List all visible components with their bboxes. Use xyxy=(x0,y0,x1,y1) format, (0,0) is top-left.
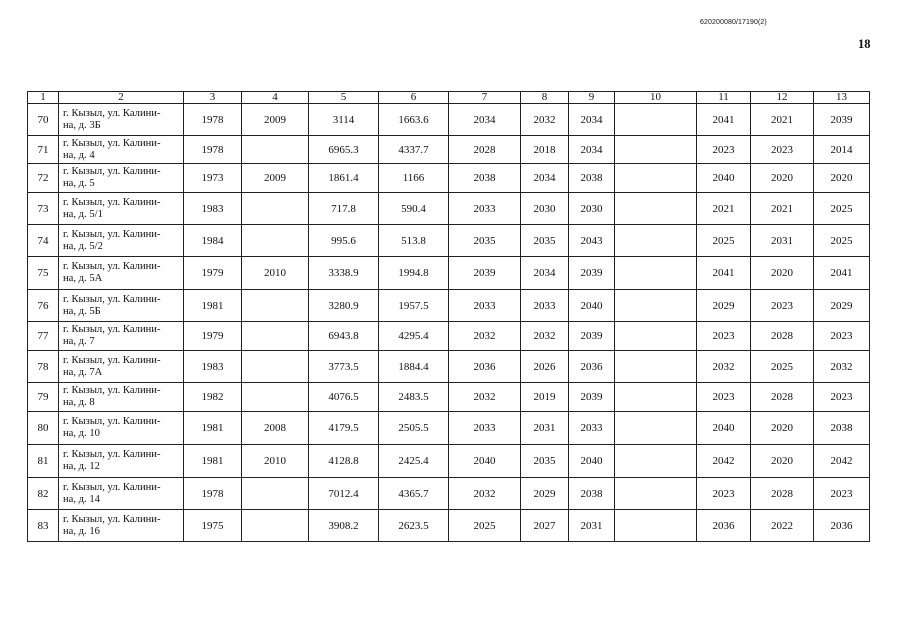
cell-col-4 xyxy=(242,351,309,383)
address-line-1: г. Кызыл, ул. Калини- xyxy=(63,513,161,525)
address-line-1: г. Кызыл, ул. Калини- xyxy=(63,137,161,149)
address-cell xyxy=(59,351,184,383)
cell-col-8: 2032 xyxy=(521,104,569,136)
cell-col-3: 1978 xyxy=(184,136,242,164)
table-row xyxy=(28,104,870,136)
cell-col-11: 2042 xyxy=(697,445,751,478)
row-number: 75 xyxy=(28,257,59,290)
cell-col-6: 1166 xyxy=(379,164,449,193)
cell-col-5: 4179.5 xyxy=(309,412,379,445)
column-header: 6 xyxy=(379,92,449,104)
cell-col-13: 2014 xyxy=(814,136,870,164)
address-line-2: на, д. 8 xyxy=(63,397,95,408)
column-header: 4 xyxy=(242,92,309,104)
address-line-1: г. Кызыл, ул. Калини- xyxy=(63,261,161,272)
address-line-1: г. Кызыл, ул. Калини- xyxy=(63,416,161,427)
cell-col-11: 2041 xyxy=(697,257,751,290)
cell-col-8: 2029 xyxy=(521,478,569,510)
cell-col-3: 1979 xyxy=(184,257,242,290)
row-number: 80 xyxy=(28,412,59,445)
cell-col-9: 2039 xyxy=(569,257,615,290)
address-line-2: на, д. 5/1 xyxy=(63,208,103,220)
cell-col-8: 2035 xyxy=(521,445,569,478)
column-header: 12 xyxy=(751,92,814,104)
cell-col-9: 2034 xyxy=(569,136,615,164)
row-number: 74 xyxy=(28,225,59,257)
cell-col-13: 2041 xyxy=(814,257,870,290)
cell-col-13: 2023 xyxy=(814,478,870,510)
cell-col-3: 1982 xyxy=(184,383,242,412)
table-row xyxy=(28,193,870,225)
cell-col-10 xyxy=(615,412,697,445)
cell-col-7: 2032 xyxy=(449,383,521,412)
column-header: 3 xyxy=(184,92,242,104)
table-row xyxy=(28,257,870,290)
cell-col-10 xyxy=(615,104,697,136)
address-line-1: г. Кызыл, ул. Калини- xyxy=(63,354,161,366)
address-line-2: на, д. 5Б xyxy=(63,305,101,317)
address-line-2: на, д. 7А xyxy=(63,366,103,378)
cell-col-7: 2039 xyxy=(449,257,521,290)
cell-col-6: 1957.5 xyxy=(379,290,449,322)
cell-col-9: 2038 xyxy=(569,478,615,510)
cell-col-10 xyxy=(615,478,697,510)
cell-col-4 xyxy=(242,225,309,257)
cell-col-4 xyxy=(242,510,309,542)
cell-col-7: 2033 xyxy=(449,193,521,225)
cell-col-7: 2025 xyxy=(449,510,521,542)
cell-col-5: 3280.9 xyxy=(309,290,379,322)
cell-col-10 xyxy=(615,225,697,257)
cell-col-12: 2028 xyxy=(751,478,814,510)
cell-col-7: 2032 xyxy=(449,322,521,351)
cell-col-12: 2020 xyxy=(751,445,814,478)
cell-col-10 xyxy=(615,445,697,478)
cell-col-8: 2034 xyxy=(521,164,569,193)
cell-col-7: 2032 xyxy=(449,478,521,510)
address-cell xyxy=(59,136,184,164)
table-row xyxy=(28,290,870,322)
address-line-2: на, д. 3Б xyxy=(63,119,101,131)
cell-col-7: 2033 xyxy=(449,412,521,445)
cell-col-12: 2021 xyxy=(751,193,814,225)
row-number: 82 xyxy=(28,478,59,510)
cell-col-9: 2034 xyxy=(569,104,615,136)
cell-col-13: 2039 xyxy=(814,104,870,136)
cell-col-12: 2020 xyxy=(751,257,814,290)
cell-col-9: 2033 xyxy=(569,412,615,445)
cell-col-8: 2031 xyxy=(521,412,569,445)
address-line-1: г. Кызыл, ул. Калини- xyxy=(63,293,161,305)
cell-col-5: 6965.3 xyxy=(309,136,379,164)
address-cell xyxy=(59,193,184,225)
cell-col-4 xyxy=(242,136,309,164)
column-header: 2 xyxy=(59,92,184,104)
column-header: 7 xyxy=(449,92,521,104)
cell-col-6: 4365.7 xyxy=(379,478,449,510)
address-line-1: г. Кызыл, ул. Калини- xyxy=(63,385,161,396)
cell-col-10 xyxy=(615,322,697,351)
table-row xyxy=(28,478,870,510)
column-header: 10 xyxy=(615,92,697,104)
table-row xyxy=(28,445,870,478)
cell-col-6: 4337.7 xyxy=(379,136,449,164)
cell-col-5: 1861.4 xyxy=(309,164,379,193)
cell-col-11: 2036 xyxy=(697,510,751,542)
cell-col-5: 995.6 xyxy=(309,225,379,257)
cell-col-3: 1984 xyxy=(184,225,242,257)
address-line-1: г. Кызыл, ул. Калини- xyxy=(63,196,161,208)
address-cell xyxy=(59,290,184,322)
cell-col-13: 2023 xyxy=(814,383,870,412)
row-number: 76 xyxy=(28,290,59,322)
address-cell xyxy=(59,510,184,542)
header-row xyxy=(28,92,870,104)
cell-col-3: 1983 xyxy=(184,351,242,383)
cell-col-13: 2025 xyxy=(814,193,870,225)
cell-col-9: 2039 xyxy=(569,322,615,351)
cell-col-6: 2505.5 xyxy=(379,412,449,445)
cell-col-8: 2032 xyxy=(521,322,569,351)
row-number: 72 xyxy=(28,164,59,193)
cell-col-5: 6943.8 xyxy=(309,322,379,351)
cell-col-4: 2009 xyxy=(242,164,309,193)
cell-col-8: 2018 xyxy=(521,136,569,164)
cell-col-9: 2040 xyxy=(569,445,615,478)
cell-col-7: 2034 xyxy=(449,104,521,136)
cell-col-12: 2021 xyxy=(751,104,814,136)
cell-col-13: 2032 xyxy=(814,351,870,383)
address-line-2: на, д. 5 xyxy=(63,178,95,189)
cell-col-11: 2021 xyxy=(697,193,751,225)
cell-col-6: 2623.5 xyxy=(379,510,449,542)
data-table xyxy=(27,91,870,542)
cell-col-13: 2036 xyxy=(814,510,870,542)
cell-col-7: 2033 xyxy=(449,290,521,322)
cell-col-4: 2010 xyxy=(242,445,309,478)
address-line-1: г. Кызыл, ул. Калини- xyxy=(63,449,161,460)
row-number: 70 xyxy=(28,104,59,136)
cell-col-3: 1979 xyxy=(184,322,242,351)
cell-col-5: 4076.5 xyxy=(309,383,379,412)
cell-col-12: 2028 xyxy=(751,322,814,351)
cell-col-8: 2035 xyxy=(521,225,569,257)
address-line-2: на, д. 14 xyxy=(63,493,100,505)
cell-col-10 xyxy=(615,290,697,322)
column-header: 11 xyxy=(697,92,751,104)
cell-col-13: 2023 xyxy=(814,322,870,351)
address-line-1: г. Кызыл, ул. Калини- xyxy=(63,166,161,177)
cell-col-10 xyxy=(615,164,697,193)
cell-col-4: 2010 xyxy=(242,257,309,290)
cell-col-12: 2022 xyxy=(751,510,814,542)
cell-col-8: 2033 xyxy=(521,290,569,322)
column-header: 8 xyxy=(521,92,569,104)
cell-col-6: 2425.4 xyxy=(379,445,449,478)
address-cell xyxy=(59,383,184,412)
address-cell xyxy=(59,412,184,445)
cell-col-9: 2036 xyxy=(569,351,615,383)
cell-col-12: 2023 xyxy=(751,136,814,164)
address-line-1: г. Кызыл, ул. Калини- xyxy=(63,228,161,240)
cell-col-3: 1975 xyxy=(184,510,242,542)
cell-col-8: 2026 xyxy=(521,351,569,383)
cell-col-7: 2040 xyxy=(449,445,521,478)
cell-col-8: 2019 xyxy=(521,383,569,412)
cell-col-3: 1981 xyxy=(184,412,242,445)
cell-col-4 xyxy=(242,193,309,225)
row-number: 79 xyxy=(28,383,59,412)
cell-col-3: 1978 xyxy=(184,478,242,510)
cell-col-10 xyxy=(615,383,697,412)
cell-col-11: 2040 xyxy=(697,164,751,193)
cell-col-11: 2025 xyxy=(697,225,751,257)
cell-col-13: 2020 xyxy=(814,164,870,193)
cell-col-9: 2038 xyxy=(569,164,615,193)
cell-col-11: 2023 xyxy=(697,322,751,351)
table-row xyxy=(28,510,870,542)
cell-col-3: 1983 xyxy=(184,193,242,225)
cell-col-10 xyxy=(615,136,697,164)
cell-col-9: 2031 xyxy=(569,510,615,542)
row-number: 83 xyxy=(28,510,59,542)
cell-col-5: 7012.4 xyxy=(309,478,379,510)
cell-col-4 xyxy=(242,290,309,322)
cell-col-12: 2025 xyxy=(751,351,814,383)
address-line-2: на, д. 4 xyxy=(63,149,95,161)
row-number: 81 xyxy=(28,445,59,478)
cell-col-5: 3908.2 xyxy=(309,510,379,542)
address-line-2: на, д. 16 xyxy=(63,525,100,537)
cell-col-11: 2023 xyxy=(697,383,751,412)
table-row xyxy=(28,164,870,193)
cell-col-9: 2030 xyxy=(569,193,615,225)
cell-col-5: 3114 xyxy=(309,104,379,136)
table-row xyxy=(28,383,870,412)
table-row xyxy=(28,136,870,164)
cell-col-3: 1978 xyxy=(184,104,242,136)
cell-col-10 xyxy=(615,351,697,383)
cell-col-7: 2035 xyxy=(449,225,521,257)
cell-col-4: 2008 xyxy=(242,412,309,445)
address-line-2: на, д. 12 xyxy=(63,461,100,472)
cell-col-6: 1884.4 xyxy=(379,351,449,383)
row-number: 78 xyxy=(28,351,59,383)
cell-col-7: 2038 xyxy=(449,164,521,193)
cell-col-11: 2041 xyxy=(697,104,751,136)
address-cell xyxy=(59,257,184,290)
address-line-2: на, д. 5/2 xyxy=(63,240,103,252)
cell-col-3: 1981 xyxy=(184,290,242,322)
address-cell xyxy=(59,225,184,257)
cell-col-10 xyxy=(615,193,697,225)
cell-col-7: 2028 xyxy=(449,136,521,164)
cell-col-3: 1981 xyxy=(184,445,242,478)
cell-col-13: 2025 xyxy=(814,225,870,257)
cell-col-5: 717.8 xyxy=(309,193,379,225)
address-cell xyxy=(59,445,184,478)
cell-col-11: 2032 xyxy=(697,351,751,383)
address-line-2: на, д. 5А xyxy=(63,273,103,284)
cell-col-11: 2023 xyxy=(697,478,751,510)
document-id: 620200080/17190(2) xyxy=(700,19,767,26)
cell-col-12: 2020 xyxy=(751,412,814,445)
cell-col-7: 2036 xyxy=(449,351,521,383)
cell-col-6: 513.8 xyxy=(379,225,449,257)
row-number: 71 xyxy=(28,136,59,164)
cell-col-6: 2483.5 xyxy=(379,383,449,412)
cell-col-5: 3338.9 xyxy=(309,257,379,290)
cell-col-11: 2023 xyxy=(697,136,751,164)
cell-col-5: 4128.8 xyxy=(309,445,379,478)
address-line-1: г. Кызыл, ул. Калини- xyxy=(63,324,161,335)
cell-col-9: 2039 xyxy=(569,383,615,412)
cell-col-6: 1663.6 xyxy=(379,104,449,136)
cell-col-12: 2028 xyxy=(751,383,814,412)
column-header: 13 xyxy=(814,92,870,104)
cell-col-5: 3773.5 xyxy=(309,351,379,383)
cell-col-8: 2034 xyxy=(521,257,569,290)
cell-col-4: 2009 xyxy=(242,104,309,136)
cell-col-6: 590.4 xyxy=(379,193,449,225)
cell-col-13: 2029 xyxy=(814,290,870,322)
address-line-2: на, д. 10 xyxy=(63,428,100,439)
address-line-1: г. Кызыл, ул. Калини- xyxy=(63,107,161,119)
row-number: 77 xyxy=(28,322,59,351)
address-line-2: на, д. 7 xyxy=(63,336,95,347)
page-number: 18 xyxy=(858,37,871,51)
table-row xyxy=(28,322,870,351)
row-number: 73 xyxy=(28,193,59,225)
cell-col-6: 1994.8 xyxy=(379,257,449,290)
cell-col-9: 2043 xyxy=(569,225,615,257)
address-cell xyxy=(59,104,184,136)
table-row xyxy=(28,351,870,383)
cell-col-6: 4295.4 xyxy=(379,322,449,351)
address-cell xyxy=(59,322,184,351)
address-line-1: г. Кызыл, ул. Калини- xyxy=(63,481,161,493)
cell-col-8: 2027 xyxy=(521,510,569,542)
column-header: 5 xyxy=(309,92,379,104)
cell-col-12: 2023 xyxy=(751,290,814,322)
cell-col-11: 2029 xyxy=(697,290,751,322)
cell-col-4 xyxy=(242,322,309,351)
cell-col-12: 2020 xyxy=(751,164,814,193)
cell-col-8: 2030 xyxy=(521,193,569,225)
column-header: 1 xyxy=(28,92,59,104)
cell-col-12: 2031 xyxy=(751,225,814,257)
cell-col-13: 2038 xyxy=(814,412,870,445)
cell-col-10 xyxy=(615,257,697,290)
cell-col-4 xyxy=(242,478,309,510)
cell-col-13: 2042 xyxy=(814,445,870,478)
cell-col-10 xyxy=(615,510,697,542)
table-row xyxy=(28,225,870,257)
cell-col-3: 1973 xyxy=(184,164,242,193)
column-header: 9 xyxy=(569,92,615,104)
address-cell xyxy=(59,478,184,510)
cell-col-11: 2040 xyxy=(697,412,751,445)
table-row xyxy=(28,412,870,445)
cell-col-9: 2040 xyxy=(569,290,615,322)
address-cell xyxy=(59,164,184,193)
cell-col-4 xyxy=(242,383,309,412)
